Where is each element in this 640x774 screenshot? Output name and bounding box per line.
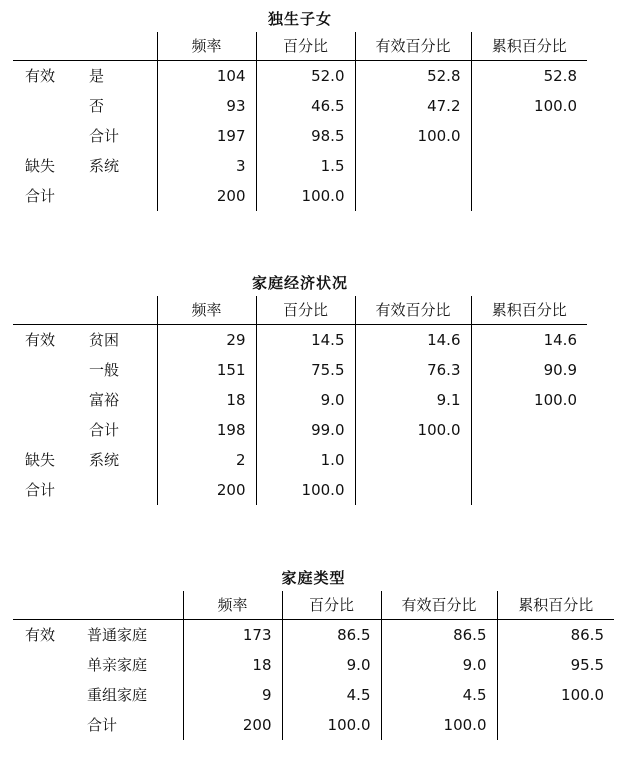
table-row	[13, 181, 587, 211]
row-group	[13, 91, 85, 121]
table-row	[13, 61, 587, 92]
cell-percent: 99.0	[256, 415, 355, 445]
cell-frequency: 93	[157, 91, 256, 121]
cell-valid-percent: 52.8	[355, 61, 471, 92]
cell-frequency: 18	[183, 650, 282, 680]
cell-cumulative-percent	[497, 710, 614, 740]
table-title: 独生子女	[267, 10, 332, 28]
cell-cumulative-percent	[471, 445, 587, 475]
row-label: 重组家庭	[87, 686, 148, 704]
cell-cumulative-percent: 100.0	[471, 91, 587, 121]
header-valid-percent: 有效百分比	[381, 591, 497, 620]
cell-frequency: 18	[157, 385, 256, 415]
row-group	[13, 415, 85, 445]
cell-valid-percent: 86.5	[381, 620, 497, 651]
cell-percent: 14.5	[256, 325, 355, 356]
cell-frequency: 200	[183, 710, 282, 740]
table-family-economy	[13, 270, 587, 505]
row-label: 是	[89, 67, 105, 85]
cell-valid-percent: 100.0	[355, 121, 471, 151]
header-valid-percent: 有效百分比	[355, 296, 471, 325]
row-group: 合计	[25, 481, 56, 499]
cell-cumulative-percent	[471, 415, 587, 445]
table-row	[13, 355, 587, 385]
row-label: 一般	[89, 361, 120, 379]
cell-percent: 4.5	[282, 680, 381, 710]
header-stub	[13, 591, 183, 620]
cell-cumulative-percent	[471, 151, 587, 181]
cell-frequency: 2	[157, 445, 256, 475]
cell-cumulative-percent: 86.5	[497, 620, 614, 651]
header-cumulative-percent: 累积百分比	[471, 32, 587, 61]
cell-cumulative-percent	[471, 181, 587, 211]
row-group	[13, 121, 85, 151]
table-row	[13, 121, 587, 151]
row-label: 否	[89, 97, 105, 115]
frequency-table	[13, 591, 614, 740]
row-label	[85, 181, 157, 211]
row-label: 富裕	[89, 391, 120, 409]
row-label: 系统	[89, 157, 120, 175]
cell-valid-percent: 47.2	[355, 91, 471, 121]
cell-cumulative-percent: 100.0	[471, 385, 587, 415]
table-row	[13, 415, 587, 445]
header-valid-percent: 有效百分比	[355, 32, 471, 61]
row-label: 贫困	[89, 331, 120, 349]
row-group: 有效	[25, 626, 56, 644]
row-group	[13, 355, 85, 385]
cell-frequency: 29	[157, 325, 256, 356]
row-label: 合计	[89, 127, 120, 145]
cell-cumulative-percent: 95.5	[497, 650, 614, 680]
header-row	[13, 32, 587, 61]
cell-cumulative-percent: 14.6	[471, 325, 587, 356]
cell-percent: 86.5	[282, 620, 381, 651]
cell-percent: 9.0	[256, 385, 355, 415]
cell-valid-percent	[355, 181, 471, 211]
header-frequency: 频率	[157, 32, 256, 61]
header-cumulative-percent: 累积百分比	[471, 296, 587, 325]
row-label: 单亲家庭	[87, 656, 148, 674]
cell-cumulative-percent: 90.9	[471, 355, 587, 385]
cell-frequency: 104	[157, 61, 256, 92]
frequency-table	[13, 32, 587, 211]
cell-percent: 1.0	[256, 445, 355, 475]
row-group: 缺失	[25, 451, 56, 469]
cell-frequency: 173	[183, 620, 282, 651]
table-row	[13, 710, 614, 740]
cell-percent: 100.0	[282, 710, 381, 740]
row-label: 系统	[89, 451, 120, 469]
table-row	[13, 325, 587, 356]
cell-frequency: 3	[157, 151, 256, 181]
cell-percent: 9.0	[282, 650, 381, 680]
table-only-child	[13, 6, 587, 211]
frequency-table	[13, 296, 587, 505]
row-group	[13, 385, 85, 415]
table-row	[13, 475, 587, 505]
header-frequency: 频率	[157, 296, 256, 325]
cell-percent: 46.5	[256, 91, 355, 121]
table-row	[13, 385, 587, 415]
header-stub	[13, 32, 157, 61]
cell-cumulative-percent: 52.8	[471, 61, 587, 92]
header-percent: 百分比	[256, 32, 355, 61]
cell-valid-percent: 76.3	[355, 355, 471, 385]
header-row	[13, 591, 614, 620]
cell-percent: 100.0	[256, 475, 355, 505]
cell-valid-percent	[355, 475, 471, 505]
cell-valid-percent: 9.0	[381, 650, 497, 680]
cell-frequency: 9	[183, 680, 282, 710]
row-group: 有效	[25, 331, 56, 349]
row-label: 普通家庭	[87, 626, 148, 644]
header-row	[13, 296, 587, 325]
row-label: 合计	[87, 716, 118, 734]
cell-valid-percent	[355, 445, 471, 475]
cell-percent: 75.5	[256, 355, 355, 385]
cell-valid-percent: 4.5	[381, 680, 497, 710]
cell-frequency: 200	[157, 181, 256, 211]
row-group	[13, 650, 83, 680]
cell-cumulative-percent	[471, 475, 587, 505]
table-row	[13, 680, 614, 710]
table-title: 家庭类型	[281, 569, 346, 587]
table-row	[13, 445, 587, 475]
header-stub	[13, 296, 157, 325]
row-group: 有效	[25, 67, 56, 85]
cell-frequency: 200	[157, 475, 256, 505]
row-group: 合计	[25, 187, 56, 205]
table-family-type	[13, 565, 614, 740]
cell-valid-percent	[355, 151, 471, 181]
cell-cumulative-percent	[471, 121, 587, 151]
header-percent: 百分比	[256, 296, 355, 325]
row-label: 合计	[89, 421, 120, 439]
header-percent: 百分比	[282, 591, 381, 620]
table-row	[13, 620, 614, 651]
header-frequency: 频率	[183, 591, 282, 620]
cell-percent: 1.5	[256, 151, 355, 181]
header-cumulative-percent: 累积百分比	[497, 591, 614, 620]
cell-frequency: 198	[157, 415, 256, 445]
row-label	[85, 475, 157, 505]
cell-valid-percent: 9.1	[355, 385, 471, 415]
table-title: 家庭经济状况	[251, 274, 348, 292]
table-row	[13, 151, 587, 181]
table-row	[13, 91, 587, 121]
cell-percent: 100.0	[256, 181, 355, 211]
cell-frequency: 197	[157, 121, 256, 151]
cell-percent: 52.0	[256, 61, 355, 92]
row-group	[13, 710, 83, 740]
table-row	[13, 650, 614, 680]
cell-percent: 98.5	[256, 121, 355, 151]
row-group: 缺失	[25, 157, 56, 175]
cell-valid-percent: 14.6	[355, 325, 471, 356]
cell-valid-percent: 100.0	[355, 415, 471, 445]
row-group	[13, 680, 83, 710]
cell-frequency: 151	[157, 355, 256, 385]
cell-cumulative-percent: 100.0	[497, 680, 614, 710]
cell-valid-percent: 100.0	[381, 710, 497, 740]
